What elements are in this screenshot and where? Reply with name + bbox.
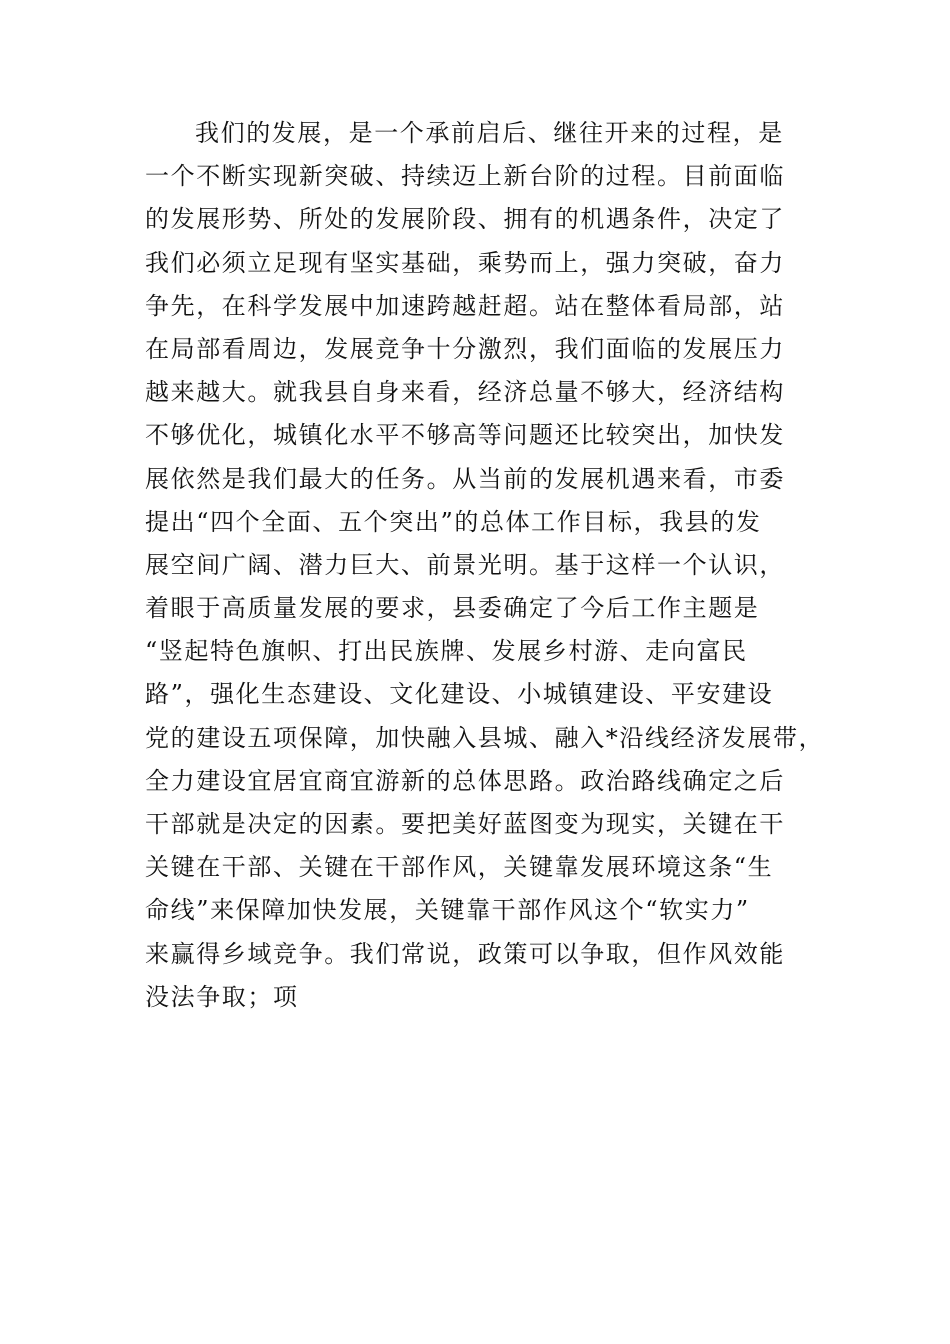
paragraph-line: 不够优化，城镇化水平不够高等问题还比较突出，加快发 — [145, 421, 785, 450]
paragraph-line: 提出“四个全面、五个突出”的总体工作目标，我县的发 — [145, 507, 762, 536]
body-paragraph — [145, 112, 825, 1019]
paragraph-line: 的发展形势、所处的发展阶段、拥有的机遇条件，决定了 — [145, 205, 785, 234]
paragraph-line: “竖起特色旗帜、打出民族牌、发展乡村游、走向富民 — [145, 637, 748, 666]
paragraph-line: 没法争取；项 — [145, 982, 299, 1011]
paragraph-line: 着眼于高质量发展的要求，县委确定了今后工作主题是 — [145, 594, 760, 623]
paragraph-line: 关键在干部、关键在干部作风，关键靠发展环境这条“生 — [145, 853, 774, 882]
paragraph-line: 党的建设五项保障，加快融入县城、融入*沿线经济发展带， — [145, 723, 825, 752]
paragraph-line: 展空间广阔、潜力巨大、前景光明。基于这样一个认识， — [145, 550, 785, 579]
paragraph-line: 全力建设宜居宜商宜游新的总体思路。政治路线确定之后 — [145, 766, 785, 795]
paragraph-line: 命线”来保障加快发展，关键靠干部作风这个“软实力” — [145, 896, 750, 925]
paragraph-line: 越来越大。就我县自身来看，经济总量不够大，经济结构 — [145, 378, 785, 407]
paragraph-line: 我们的发展，是一个承前启后、继往开来的过程，是 — [195, 119, 784, 147]
paragraph-line: 路”，强化生态建设、文化建设、小城镇建设、平安建设 — [145, 680, 774, 709]
paragraph-line: 干部就是决定的因素。要把美好蓝图变为现实，关键在干 — [145, 810, 785, 838]
paragraph-line: 在局部看周边，发展竞争十分激烈，我们面临的发展压力 — [145, 334, 785, 363]
paragraph-line: 一个不断实现新突破、持续迈上新台阶的过程。目前面临 — [145, 162, 785, 191]
paragraph-line: 争先，在科学发展中加速跨越赶超。站在整体看局部，站 — [145, 291, 785, 320]
paragraph-line: 来赢得乡域竞争。我们常说，政策可以争取，但作风效能 — [145, 939, 785, 968]
paragraph-line: 我们必须立足现有坚实基础，乘势而上，强力突破，奋力 — [145, 248, 785, 277]
paragraph-line: 展依然是我们最大的任务。从当前的发展机遇来看，市委 — [145, 464, 785, 493]
